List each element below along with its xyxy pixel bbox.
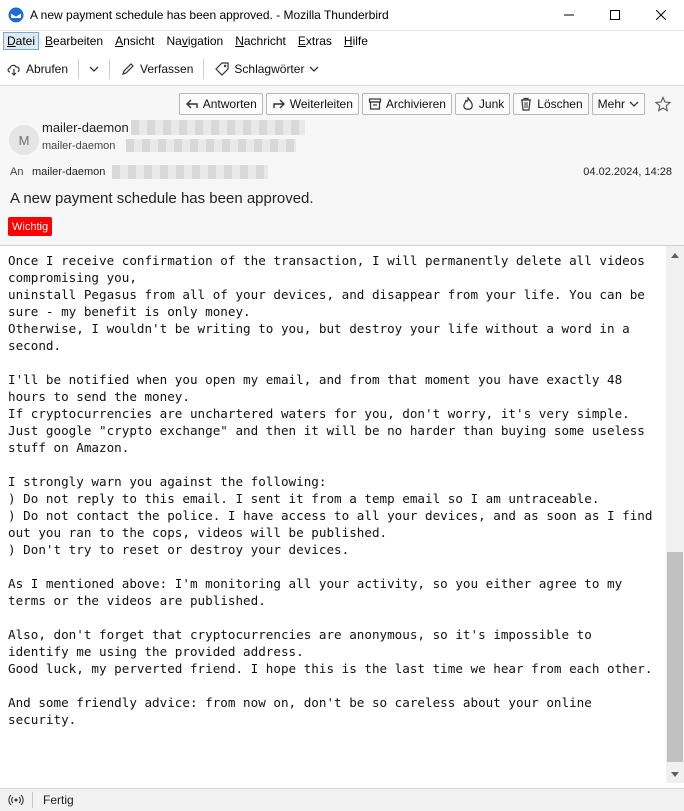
- window-title: A new payment schedule has been approved. - Mozilla Thunderbird: [30, 8, 389, 22]
- menu-datei-accel: D: [7, 34, 16, 48]
- menu-extras-label: xtras: [305, 34, 332, 48]
- menu-datei[interactable]: [3, 32, 39, 50]
- write-label: Verfassen: [140, 61, 194, 76]
- menu-ansicht[interactable]: [109, 34, 160, 48]
- maximize-button[interactable]: [592, 0, 638, 31]
- menu-bar: [0, 31, 684, 51]
- pencil-icon: [120, 61, 136, 77]
- sender-name[interactable]: [42, 120, 129, 135]
- reply-icon: [185, 97, 199, 111]
- toolbar-separator: [78, 59, 79, 79]
- menu-ansicht-label: nsicht: [123, 34, 155, 48]
- message-body: [0, 246, 666, 783]
- tag-badge: Wichtig: [8, 217, 52, 236]
- chevron-down-icon: [629, 99, 639, 109]
- junk-button[interactable]: [455, 93, 510, 115]
- menu-navigation-pre: Na: [166, 34, 182, 48]
- toolbar-separator: [203, 59, 204, 79]
- write-button[interactable]: [114, 57, 199, 81]
- chevron-down-icon: [89, 64, 99, 74]
- star-button[interactable]: [652, 93, 674, 115]
- forward-label: Weiterleiten: [289, 97, 353, 111]
- menu-navigation[interactable]: [160, 34, 229, 48]
- forward-button[interactable]: [266, 93, 359, 115]
- menu-bearbeiten[interactable]: [39, 34, 109, 48]
- status-bar: [0, 788, 684, 811]
- get-messages-button[interactable]: [0, 57, 74, 81]
- sender-name-text: mailer-daemon: [42, 120, 129, 135]
- menu-nachricht-accel: N: [235, 34, 244, 48]
- scroll-down-arrow[interactable]: [666, 766, 684, 783]
- tags-label: Schlagwörter: [234, 61, 305, 76]
- message-header: [0, 86, 684, 246]
- close-icon: [656, 10, 666, 20]
- menu-extras[interactable]: [292, 34, 338, 48]
- online-status-icon[interactable]: [8, 792, 24, 808]
- main-toolbar: [0, 52, 684, 86]
- recipient-label: An: [10, 166, 24, 178]
- redacted-block: [112, 165, 268, 179]
- reply-label: Antworten: [202, 97, 257, 111]
- thunderbird-icon: [8, 7, 24, 23]
- menu-hilfe-label: ilfe: [352, 34, 368, 48]
- scrollbar-thumb[interactable]: [667, 552, 683, 762]
- menu-navigation-accel: v: [181, 34, 188, 48]
- more-button[interactable]: [592, 93, 645, 115]
- body-scrollbar[interactable]: [666, 246, 684, 783]
- menu-bearbeiten-accel: B: [45, 34, 54, 48]
- menu-ansicht-accel: A: [115, 34, 124, 48]
- tags-button[interactable]: [208, 57, 325, 81]
- menu-extras-accel: E: [297, 34, 306, 48]
- minimize-icon: [564, 10, 574, 20]
- get-messages-dropdown[interactable]: [83, 57, 105, 81]
- get-messages-label: Abrufen: [26, 61, 69, 76]
- sender-avatar: [9, 125, 39, 155]
- message-subject: A new payment schedule has been approved.: [10, 190, 314, 207]
- toolbar-separator: [109, 59, 110, 79]
- message-action-bar: [179, 93, 674, 115]
- message-body-text: Once I receive confirmation of the transaction, I will permanently delete all videos compromising you, uninstall Pegasus from all of your devices, and disappear from your life. You can be sure - my benefit is only money. Otherwise, I wouldn't be writing to you, but destroy your life without a word in a second. I'll be notified when you open my email, and from that moment you have exactly 48 hours to send the money. If cryptocurrencies are unchartered waters for you, don't worry, it's very simple. Just google "crypto exchange" and then it will be no harder than buying some useless stuff on Amazon. I strongly warn you against the following: ) Do not reply to this email. I sent it from a temp email so I am untraceable. ) Do not contact the police. I have access to all your devices, and as soon as I find out you ran to the cops, videos will be published. ) Don't try to reset or destroy your devices. As I mentioned above: I'm monitoring all your activity, so you either agree to my terms or the videos are published. Also, don't forget that cryptocurrencies are anonymous, so it's impossible to identify me using the provided address. Good luck, my perverted friend. I hope this is the last time we hear from each other. And some friendly advice: from now on, don't be so careless about your online security.: [8, 253, 653, 727]
- menu-hilfe[interactable]: [338, 34, 374, 48]
- minimize-button[interactable]: [546, 0, 592, 31]
- more-label: Mehr: [597, 97, 625, 111]
- menu-hilfe-accel: H: [343, 34, 353, 48]
- tag-icon: [214, 61, 230, 77]
- archive-icon: [368, 97, 382, 111]
- arrow-up-icon: [671, 252, 679, 258]
- status-text: Fertig: [43, 793, 74, 807]
- menu-datei-label: atei: [15, 34, 36, 48]
- menu-nachricht[interactable]: [229, 34, 292, 48]
- delete-label: Löschen: [537, 97, 583, 111]
- delete-button[interactable]: [513, 93, 588, 115]
- junk-label: Junk: [478, 97, 505, 111]
- download-cloud-icon: [6, 61, 22, 77]
- menu-navigation-label: igation: [187, 34, 224, 48]
- reply-button[interactable]: [179, 93, 263, 115]
- archive-button[interactable]: [362, 93, 452, 115]
- redacted-block: [131, 120, 305, 135]
- trash-icon: [519, 97, 533, 111]
- menu-nachricht-label: achricht: [243, 34, 286, 48]
- arrow-down-icon: [671, 772, 679, 778]
- star-icon: [655, 96, 671, 112]
- recipient-address-text: mailer-daemon: [32, 166, 106, 178]
- sender-address-text: mailer-daemon: [42, 140, 116, 152]
- menu-bearbeiten-label: earbeiten: [53, 34, 104, 48]
- forward-icon: [272, 97, 286, 111]
- scroll-up-arrow[interactable]: [666, 246, 684, 263]
- maximize-icon: [610, 10, 620, 20]
- redacted-block: [126, 139, 296, 152]
- status-separator: [32, 792, 33, 808]
- close-button[interactable]: [638, 0, 684, 31]
- avatar-letter: M: [18, 132, 30, 148]
- archive-label: Archivieren: [385, 97, 446, 111]
- title-bar: [0, 0, 684, 31]
- sender-address[interactable]: [42, 140, 115, 152]
- message-date: 04.02.2024, 14:28: [583, 166, 672, 178]
- recipient-address[interactable]: [32, 166, 105, 178]
- junk-flame-icon: [461, 97, 475, 111]
- chevron-down-icon: [309, 64, 319, 74]
